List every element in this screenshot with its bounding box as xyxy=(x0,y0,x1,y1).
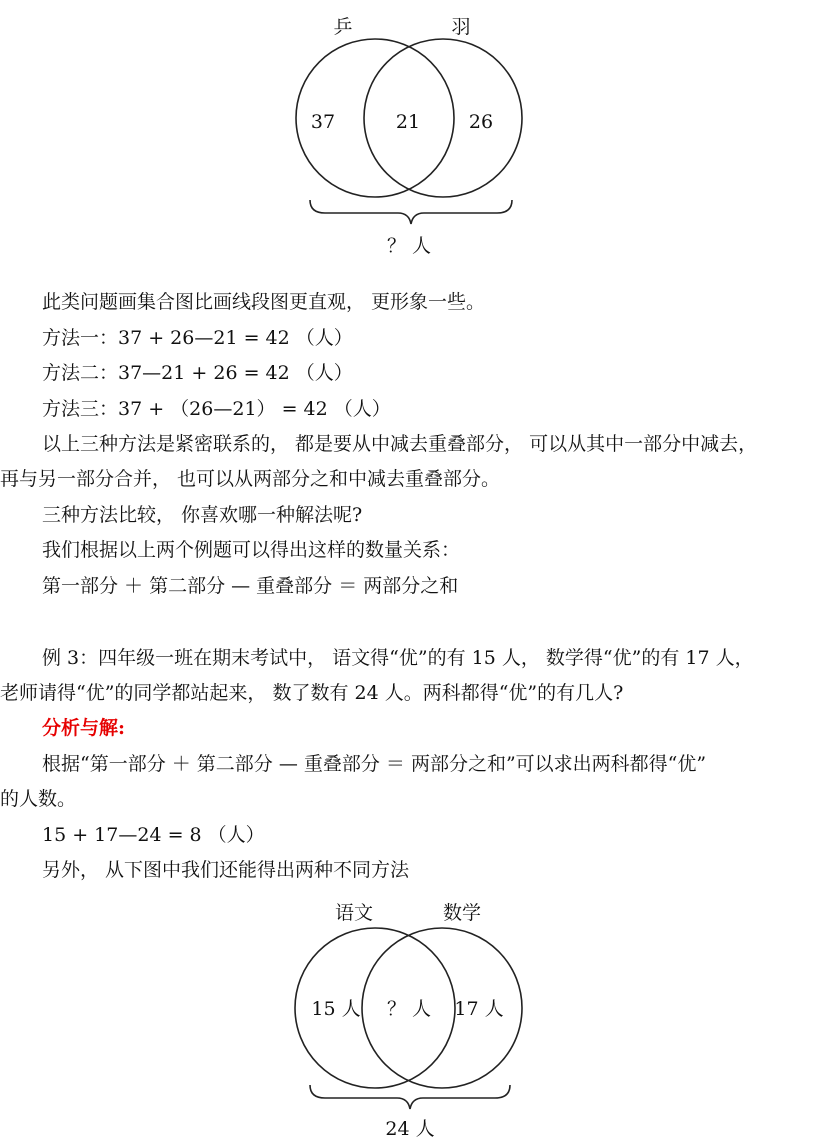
example3-line2: 老师请得“优”的同学都站起来， 数了数有 24 人。两科都得“优”的有几人? xyxy=(0,682,624,704)
overlap-value: 21 xyxy=(395,111,421,133)
total-label: ？ 人 xyxy=(386,235,432,257)
right-only-value: 17 人 xyxy=(454,998,504,1020)
total-brace xyxy=(310,200,512,224)
left-only-value: 15 人 xyxy=(311,998,361,1020)
method-three: 方法三：37 + （26—21） = 42 （人） xyxy=(42,398,391,420)
total-brace xyxy=(310,1085,510,1109)
right-only-value: 26 xyxy=(468,111,494,133)
right-set-label: 数学 xyxy=(442,902,482,924)
paragraph-methods-line2: 再与另一部分合并， 也可以从两部分之和中减去重叠部分。 xyxy=(0,468,501,490)
total-label: 24 人 xyxy=(385,1118,435,1140)
analysis-line1: 根据“第一部分 ＋ 第二部分 — 重叠部分 ＝ 两部分之和”可以求出两科都得“优” xyxy=(42,753,707,775)
calculation: 15 + 17—24 = 8 （人） xyxy=(42,824,265,846)
left-set-label: 语文 xyxy=(334,902,374,924)
relation-formula: 第一部分 ＋ 第二部分 — 重叠部分 ＝ 两部分之和 xyxy=(42,575,459,597)
right-set-circle xyxy=(364,39,522,197)
paragraph-methods-line1: 以上三种方法是紧密联系的， 都是要从中减去重叠部分， 可以从其中一部分中减去， xyxy=(42,433,758,455)
overlap-value: ？ 人 xyxy=(386,998,432,1020)
example3-line1: 例 3：四年级一班在期末考试中， 语文得“优”的有 15 人， 数学得“优”的有 17 人， xyxy=(42,647,754,669)
left-set-label: 乒 xyxy=(333,16,353,38)
method-one: 方法一：37 + 26—21 = 42 （人） xyxy=(42,327,353,349)
method-two: 方法二：37—21 + 26 = 42 （人） xyxy=(42,362,353,384)
analysis-line2: 的人数。 xyxy=(0,788,77,810)
paragraph-other-methods: 另外， 从下图中我们还能得出两种不同方法 xyxy=(42,859,410,881)
venn-diagram-2 xyxy=(0,890,822,1140)
analysis-heading: 分析与解: xyxy=(42,717,126,739)
venn-diagram-1 xyxy=(0,0,822,270)
paragraph-intuitive: 此类问题画集合图比画线段图更直观， 更形象一些。 xyxy=(42,291,486,313)
paragraph-question: 三种方法比较， 你喜欢哪一种解法呢? xyxy=(42,504,363,526)
right-set-label: 羽 xyxy=(451,16,471,38)
paragraph-relation-intro: 我们根据以上两个例题可以得出这样的数量关系： xyxy=(42,539,461,561)
left-only-value: 37 xyxy=(310,111,336,133)
